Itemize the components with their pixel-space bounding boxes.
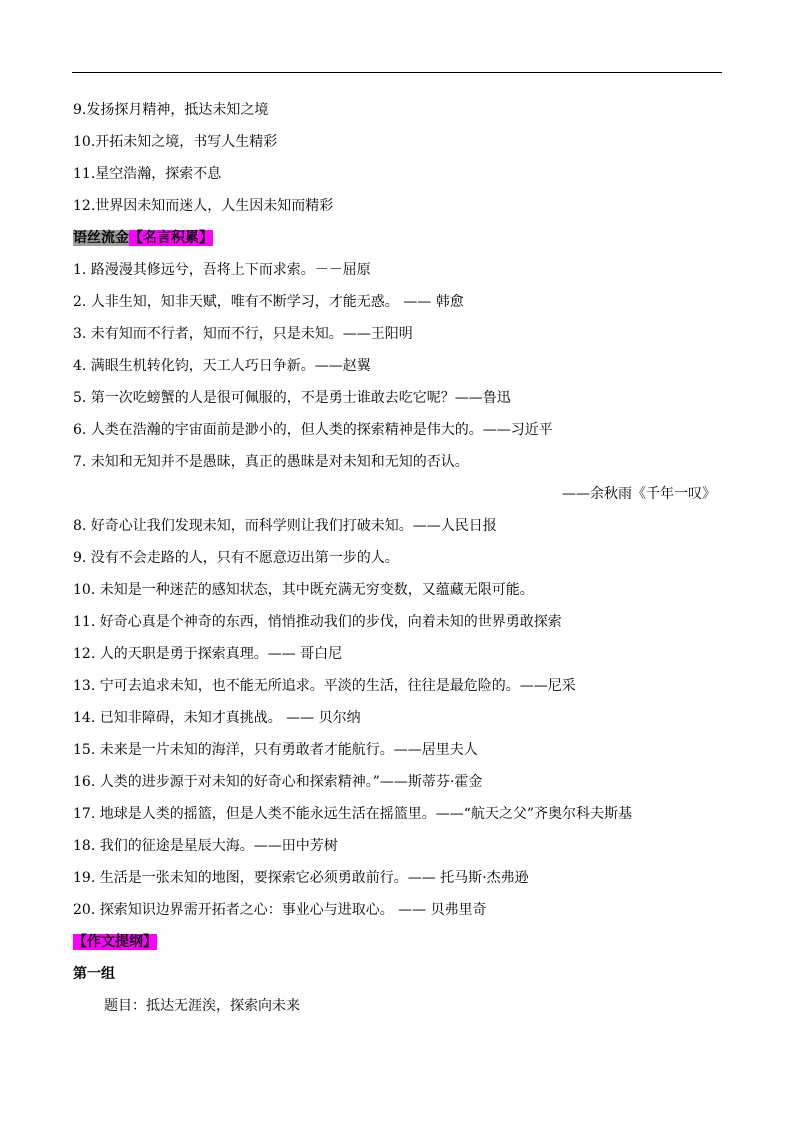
slogan-item: 10.开拓未知之境，书写人生精彩 xyxy=(73,134,278,150)
gray-highlight-label: 语丝流金 xyxy=(73,230,129,246)
slogan-item: 12.世界因未知而迷人，人生因未知而精彩 xyxy=(73,198,334,214)
quote-item: 1. 路漫漫其修远兮，吾将上下而求索。－－屈原 xyxy=(73,262,371,278)
quote-item: 8. 好奇心让我们发现未知，而科学则让我们打破未知。——人民日报 xyxy=(73,518,497,534)
quote-item: 19. 生活是一张未知的地图，要探索它必须勇敢前行。—— 托马斯·杰弗逊 xyxy=(73,870,529,886)
quote-item: 13. 宁可去追求未知，也不能无所追求。平淡的生活，往往是最危险的。——尼采 xyxy=(73,678,576,694)
group-title: 第一组 xyxy=(73,966,115,982)
magenta-highlight-label: 【名言积累】 xyxy=(129,230,213,246)
quote-item: 9. 没有不会走路的人，只有不愿意迈出第一步的人。 xyxy=(73,550,399,566)
quote-source: ——余秋雨《千年一叹》 xyxy=(562,486,716,502)
section-heading-quotes xyxy=(73,227,213,249)
quote-item: 11. 好奇心真是个神奇的东西，悄悄推动我们的步伐，向着未知的世界勇敢探索 xyxy=(73,614,562,630)
quote-item: 14. 已知非障碍，未知才真挑战。 —— 贝尔纳 xyxy=(73,710,361,726)
quote-item: 17. 地球是人类的摇篮，但是人类不能永远生活在摇篮里。——“航天之父”齐奥尔科夫斯基 xyxy=(73,806,633,822)
header-rule xyxy=(72,72,722,73)
quote-item: 16. 人类的进步源于对未知的好奇心和探索精神。”——斯蒂芬·霍金 xyxy=(73,774,483,790)
quote-item: 4. 满眼生机转化钧，天工人巧日争新。——赵翼 xyxy=(73,358,371,374)
quote-item: 18. 我们的征途是星辰大海。——田中芳树 xyxy=(73,838,338,854)
quote-item: 10. 未知是一种迷茫的感知状态，其中既充满无穷变数，又蕴藏无限可能。 xyxy=(73,582,534,598)
quote-item: 7. 未知和无知并不是愚昧，真正的愚昧是对未知和无知的否认。 xyxy=(73,454,469,470)
section-heading-outline xyxy=(73,931,157,953)
quote-item: 6. 人类在浩瀚的宇宙面前是渺小的，但人类的探索精神是伟大的。——习近平 xyxy=(73,422,553,438)
slogan-item: 11.星空浩瀚，探索不息 xyxy=(73,166,222,182)
essay-topic: 题目：抵达无涯涘，探索向未来 xyxy=(104,998,300,1014)
quote-item: 2. 人非生知，知非天赋，唯有不断学习，才能无惑。 —— 韩愈 xyxy=(73,294,464,310)
slogan-item: 9.发扬探月精神，抵达未知之境 xyxy=(73,102,269,118)
quote-item: 15. 未来是一片未知的海洋，只有勇敢者才能航行。——居里夫人 xyxy=(73,742,478,758)
magenta-highlight-label: 【作文提纲】 xyxy=(73,934,157,950)
quote-item: 3. 未有知而不行者，知而不行，只是未知。——王阳明 xyxy=(73,326,413,342)
quote-item: 5. 第一次吃螃蟹的人是很可佩服的，不是勇士谁敢去吃它呢？——鲁迅 xyxy=(73,390,511,406)
quote-item: 20. 探索知识边界需开拓者之心：事业心与进取心。 —— 贝弗里奇 xyxy=(73,902,487,918)
quote-item: 12. 人的天职是勇于探索真理。—— 哥白尼 xyxy=(73,646,343,662)
